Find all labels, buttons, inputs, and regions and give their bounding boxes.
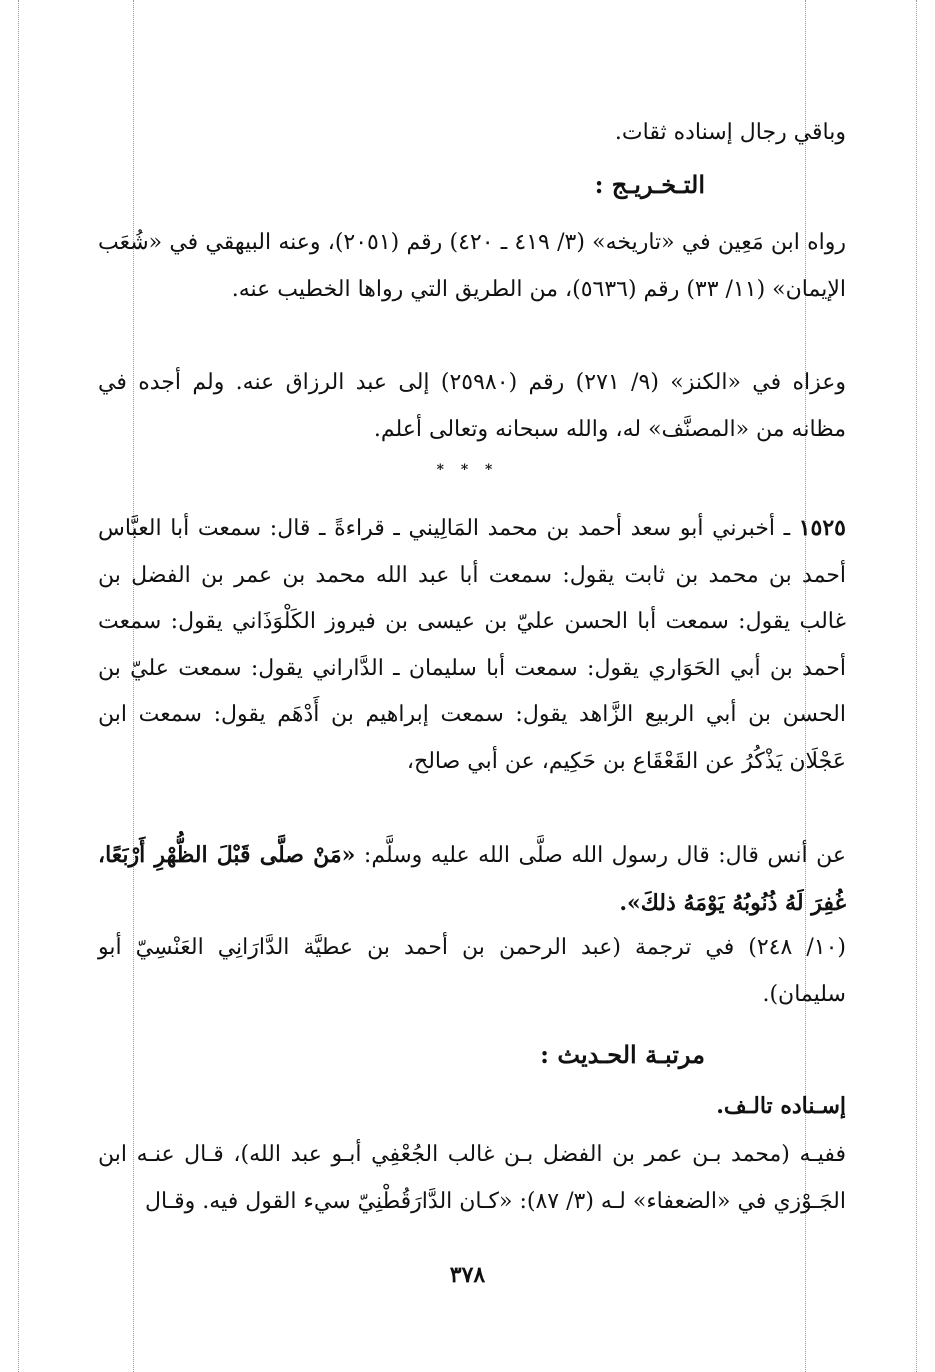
rutba-verdict: إسـناده تالـف. <box>716 1093 846 1119</box>
intro-line <box>98 110 846 157</box>
tarjama-paragraph: (١٠/ ٢٤٨) في ترجمة (عبد الرحمن بن أحمد بن عطيَّة الدَّارَانِي العَنْسِيّ أبو سليمان). <box>98 935 847 1007</box>
final-paragraph: ففيـه (محمد بـن عمر بن الفضل بـن غالب الجُعْفِي أبـو عبد الله)، قـال عنـه ابن الجَـوْزي في «الضعفاء» لـه (٣/ ٨٧): «كـان الدَّارَقُطْنِيّ سيء القول فيه. وقـال <box>98 1142 846 1214</box>
takhrij-paragraph-1: رواه ابن مَعِين في «تاريخه» (٣/ ٤١٩ ـ ٤٢٠) رقم (٢٠٥١)، وعنه البيهقي في «شُعَب الإيمان» (١١/ ٣٣) رقم (٥٦٣٦)، من الطريق التي رواها الخطيب عنه. <box>98 230 846 302</box>
hadith-isnad-paragraph <box>98 505 846 785</box>
hadith-matn-text: «مَنْ صلَّى قَبْلَ الظُّهْرِ أَرْبَعًا، غُفِرَ لَهُ ذُنُوبُهُ يَوْمَهُ ذلكَ». <box>98 842 846 916</box>
takhrij-paragraph-2: وعزاه في «الكنز» (٩/ ٢٧١) رقم (٢٥٩٨٠) إلى عبد الرزاق عنه. ولم أجده في مظانه من «المصنَّف» له، والله سبحانه وتعالى أعلم. <box>98 370 847 442</box>
hadith-number: ١٥٢٥ <box>798 515 846 541</box>
margin-dotted-line-left <box>18 0 19 1372</box>
section-separator: * * * <box>436 462 499 478</box>
hadith-isnad-text: ـ أخبرني أبو سعد أحمد بن محمد المَالِيني ـ قراءةً ـ قال: سمعت أبا العبَّاس أحمد بن محمد بن ثابت يقول: سمعت أبا عبد الله محمد بن عمر بن الفضل بن غالب يقول: سمعت أبا الحسن عليّ بن عيسى بن فيروز الكَلْوَذَاني يقول: سمعت أحمد بن أبي الحَوَاري يقول: سمعت أبا سليمان ـ الدَّاراني يقول: سمعت عليّ بن الحسن بن أبي الربيع الزَّاهد يقول: سمعت إبراهيم بن أَدْهَم يقول: سمعت ابن عَجْلَان يَذْكُرُ عن القَعْقَاع بن حَكِيم، عن أبي صالح، <box>98 516 846 774</box>
heading-takhrij: التـخـريـج : <box>594 170 705 199</box>
page-number: ٣٧٨ <box>449 1262 486 1288</box>
intro-text: وباقي رجال إسناده ثقات. <box>614 120 846 145</box>
heading-rutba: مرتبـة الحـديث : <box>540 1040 705 1069</box>
hadith-matn-paragraph <box>98 832 846 927</box>
hadith-matn-intro: عن أنس قال: قال رسول الله صلَّى الله عليه وسلَّم: <box>355 843 846 868</box>
margin-dotted-line-right <box>916 0 917 1372</box>
